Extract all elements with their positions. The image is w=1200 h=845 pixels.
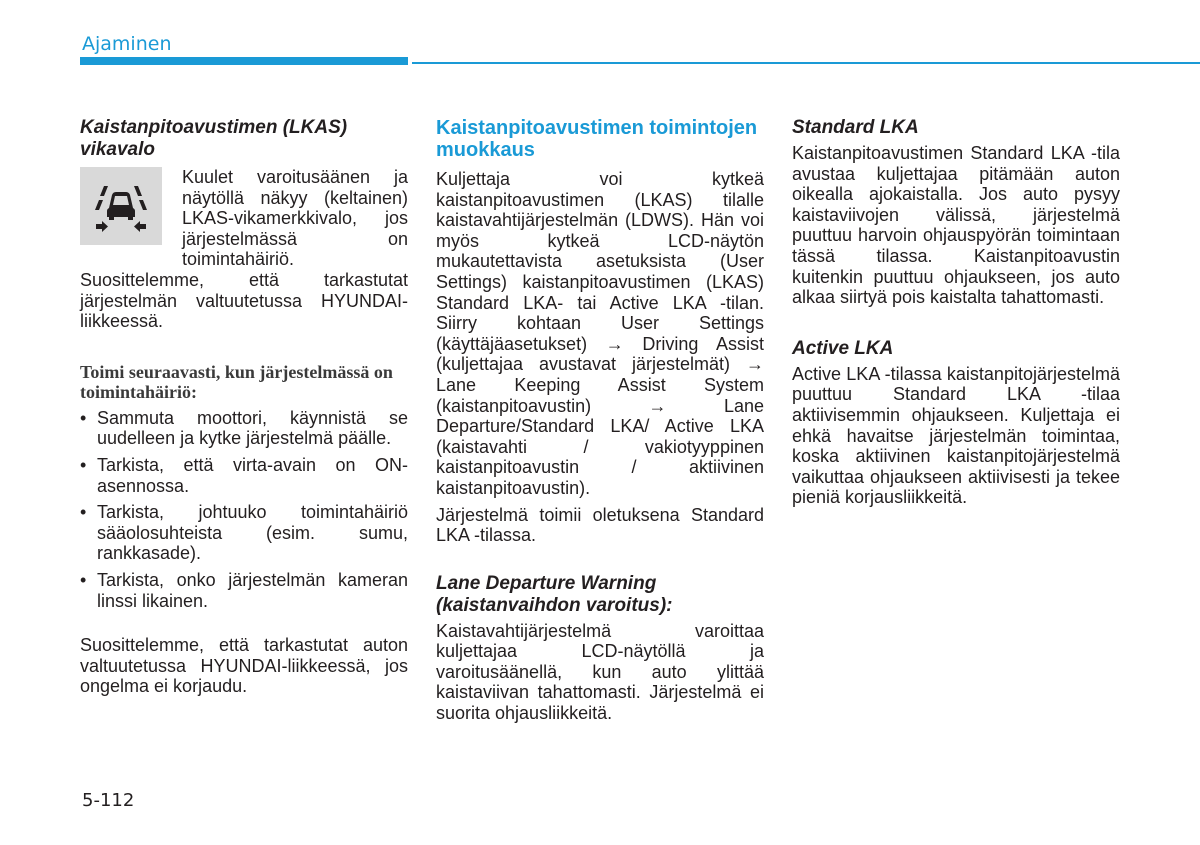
section-title: Ajaminen: [82, 33, 172, 55]
header-rule-thin: [412, 62, 1200, 64]
list-item: • Sammuta moottori, käynnistä se uudelleen ja kytke järjestelmä päälle.: [80, 408, 408, 449]
column-left: [80, 117, 408, 697]
list-item: • Tarkista, johtuuko toimintahäiriö sääolosuhteista (esim. sumu, rankkasade).: [80, 502, 408, 564]
closing-paragraph: Suosittelemme, että tarkastutat auton valtuutetussa HYUNDAI-liikkeessä, jos ongelma ei korjaudu.: [80, 635, 408, 697]
ldw-paragraph: Kaistavahtijärjestelmä varoittaa kuljettajaa LCD-näytöllä ja varoitusäänellä, kun auto ylittää kaistaviivan tahattomasti. Järjestelmä ei suorita ohjausliikkeitä.: [436, 620, 764, 724]
troubleshoot-heading: Toimi seuraavasti, kun järjestelmässä on toimintahäiriö:: [80, 361, 393, 402]
header-rule-thick: [80, 57, 408, 65]
active-lka-heading: Active LKA: [792, 337, 894, 359]
standard-lka-paragraph: Kaistanpitoavustimen Standard LKA -tila avustaa kuljettajaa pitämään auton oikealla ajokaistalla. Jos auto pysyy kaistaviivojen välissä, järjestelmä puuttuu harvoin ohjauspyörän toimintaan tässä tilassa. Kaistanpitoavustin kuitenkin puuttuu ohjaukseen, jos auto alkaa siirtyä pois kaistalta tahattomasti.: [792, 143, 1120, 308]
settings-paragraph: Kuljettaja voi kytkeä kaistanpitoavustimen (LKAS) tilalle kaistavahtijärjestelmän (LDWS). Hän voi myös kytkeä LCD-näytön mukautettavista asetuksista (User Settings) kaistanpitoavustimen (LKAS) Standard LKA- tai Active LKA -tilan. Siirry kohtaan User Settings (käyttäjäasetukset) → Driving Assist (kuljettajaa avustavat järjestelmät) → Lane Keeping Assist System (kaistanpitoavustin) → Lane Departure/Standard LKA/ Active LKA (kaistavahti / vakiotyyppinen kaistanpitoavustin / aktiivinen kaistanpitoavustin).: [436, 169, 764, 498]
warning-light-description: Kuulet varoitusäänen ja näytöllä näkyy (keltainen) LKAS-vikamerkkivalo, jos järjestelmässä on toimintahäiriö. Suosittelemme, että tarkastutat järjestelmän valtuutetussa HYUNDAI-liikkeessä.: [80, 167, 408, 332]
default-mode-paragraph: Järjestelmä toimii oletuksena Standard LKA -tilassa.: [436, 504, 764, 546]
ldw-heading: Lane Departure Warning (kaistanvaihdon varoitus):: [436, 572, 673, 616]
list-item: • Tarkista, että virta-avain on ON-asennossa.: [80, 455, 408, 496]
column-right: [792, 117, 1120, 508]
standard-lka-heading: Standard LKA: [792, 117, 919, 138]
settings-heading: Kaistanpitoavustimen toimintojen muokkaus: [436, 117, 758, 161]
active-lka-paragraph: Active LKA -tilassa kaistanpitojärjestelmä puuttuu Standard LKA -tilaa aktiivisemmin ohjaukseen. Kuljettaja ei ehkä havaitse järjestelmän toimintaa, koska aktiivinen kaistanpitojärjestelmä vaikuttaa ohjaukseen aktiivisesti ja tekee pieniä korjausliikkeitä.: [792, 363, 1120, 508]
list-item: • Tarkista, onko järjestelmän kameran linssi likainen.: [80, 570, 408, 611]
page-number: 5-112: [82, 790, 135, 811]
troubleshoot-list: [80, 408, 408, 611]
warning-light-block: [80, 167, 408, 332]
lane-keeping-warning-icon: [80, 167, 162, 245]
lkas-warning-heading: Kaistanpitoavustimen (LKAS) vikavalo: [80, 117, 348, 160]
column-middle: [436, 117, 764, 724]
